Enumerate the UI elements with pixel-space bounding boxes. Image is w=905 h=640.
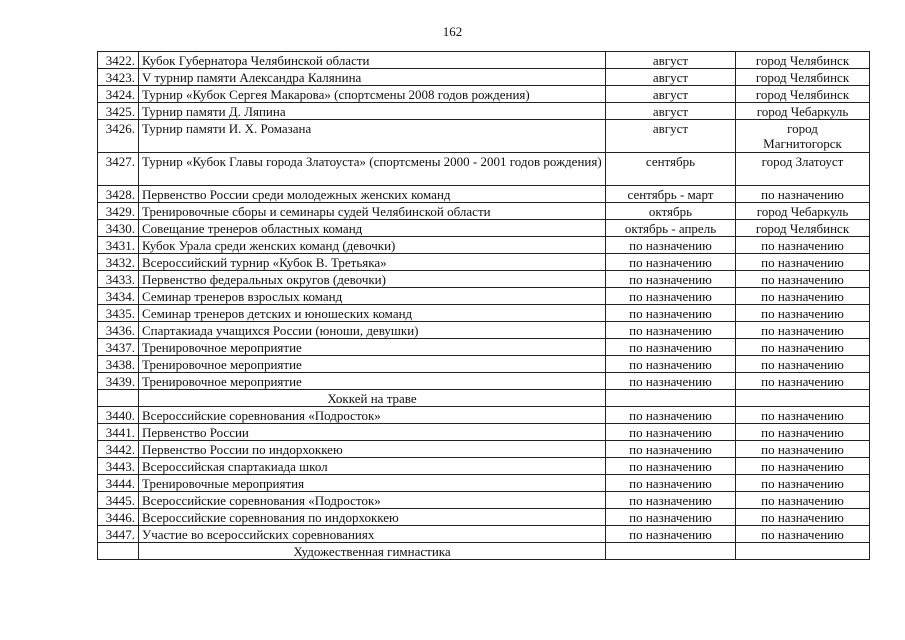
table-row (98, 237, 870, 254)
event-place: по назначению (736, 373, 870, 390)
row-number: 3443. (98, 458, 139, 475)
event-place: город Магнитогорск (736, 120, 870, 153)
event-place: по назначению (736, 356, 870, 373)
table-row (98, 373, 870, 390)
table-row (98, 424, 870, 441)
event-place: город Челябинск (736, 220, 870, 237)
event-name: Тренировочное мероприятие (139, 339, 606, 356)
event-period: по назначению (606, 424, 736, 441)
event-name: Всероссийский турнир «Кубок В. Третьяка» (139, 254, 606, 271)
event-period: по назначению (606, 475, 736, 492)
table-row (98, 271, 870, 288)
event-period: август (606, 52, 736, 69)
section-title: Хоккей на траве (139, 390, 606, 407)
event-period: по назначению (606, 441, 736, 458)
event-period: по назначению (606, 373, 736, 390)
row-number: 3436. (98, 322, 139, 339)
event-place: по назначению (736, 339, 870, 356)
event-period: сентябрь - март (606, 186, 736, 203)
row-number: 3434. (98, 288, 139, 305)
row-number: 3432. (98, 254, 139, 271)
event-name: V турнир памяти Александра Калянина (139, 69, 606, 86)
row-number: 3427. (98, 153, 139, 186)
event-place: по назначению (736, 237, 870, 254)
table-row (98, 120, 870, 153)
event-name: Турнир «Кубок Сергея Макарова» (спортсмены 2008 годов рождения) (139, 86, 606, 103)
row-number: 3431. (98, 237, 139, 254)
row-number: 3440. (98, 407, 139, 424)
section-title: Художественная гимнастика (139, 543, 606, 560)
event-place: по назначению (736, 186, 870, 203)
event-name: Тренировочные мероприятия (139, 475, 606, 492)
table-row (98, 407, 870, 424)
event-period: по назначению (606, 356, 736, 373)
event-name: Первенство федеральных округов (девочки) (139, 271, 606, 288)
table-row (98, 526, 870, 543)
event-period: по назначению (606, 407, 736, 424)
event-period: октябрь (606, 203, 736, 220)
table-row (98, 254, 870, 271)
table-row (98, 339, 870, 356)
event-name: Кубок Губернатора Челябинской области (139, 52, 606, 69)
event-period: по назначению (606, 271, 736, 288)
place-cell (736, 543, 870, 560)
event-place: город Челябинск (736, 69, 870, 86)
event-place: по назначению (736, 441, 870, 458)
event-name: Всероссийские соревнования «Подросток» (139, 492, 606, 509)
period-cell (606, 390, 736, 407)
table-row (98, 458, 870, 475)
table-row (98, 322, 870, 339)
table-row (98, 103, 870, 120)
table-row (98, 475, 870, 492)
event-period: по назначению (606, 288, 736, 305)
event-name: Первенство России среди молодежных женских команд (139, 186, 606, 203)
event-name: Первенство России по индорхоккею (139, 441, 606, 458)
event-period: по назначению (606, 509, 736, 526)
event-period: август (606, 86, 736, 103)
page-number: 162 (442, 24, 463, 39)
event-period: по назначению (606, 526, 736, 543)
row-number-cell (98, 543, 139, 560)
event-name: Участие во всероссийских соревнованиях (139, 526, 606, 543)
event-place: город Златоуст (736, 153, 870, 186)
event-period: август (606, 120, 736, 153)
events-table-body (98, 52, 870, 560)
event-place: город Чебаркуль (736, 103, 870, 120)
event-place: по назначению (736, 424, 870, 441)
table-row (98, 305, 870, 322)
event-place: по назначению (736, 407, 870, 424)
event-place: по назначению (736, 509, 870, 526)
table-row (98, 220, 870, 237)
event-name: Турнир «Кубок Главы города Златоуста» (спортсмены 2000 - 2001 годов рождения) (139, 153, 606, 186)
event-place: по назначению (736, 288, 870, 305)
event-name: Всероссийская спартакиада школ (139, 458, 606, 475)
event-period: по назначению (606, 305, 736, 322)
row-number: 3446. (98, 509, 139, 526)
table-row (98, 186, 870, 203)
event-period: август (606, 103, 736, 120)
event-name: Турнир памяти И. Х. Ромазана (139, 120, 606, 153)
row-number: 3428. (98, 186, 139, 203)
section-row (98, 543, 870, 560)
event-place: город Челябинск (736, 52, 870, 69)
event-name: Турнир памяти Д. Ляпина (139, 103, 606, 120)
table-row (98, 356, 870, 373)
row-number: 3422. (98, 52, 139, 69)
row-number: 3437. (98, 339, 139, 356)
row-number: 3430. (98, 220, 139, 237)
section-row (98, 390, 870, 407)
row-number: 3441. (98, 424, 139, 441)
row-number: 3444. (98, 475, 139, 492)
event-name: Всероссийские соревнования по индорхоккею (139, 509, 606, 526)
event-period: по назначению (606, 339, 736, 356)
table-row (98, 153, 870, 186)
event-place: по назначению (736, 305, 870, 322)
event-period: август (606, 69, 736, 86)
event-place: город Чебаркуль (736, 203, 870, 220)
place-cell (736, 390, 870, 407)
event-place: по назначению (736, 526, 870, 543)
row-number: 3435. (98, 305, 139, 322)
event-place: по назначению (736, 271, 870, 288)
table-row (98, 288, 870, 305)
event-name: Тренировочное мероприятие (139, 356, 606, 373)
row-number-cell (98, 390, 139, 407)
event-name: Семинар тренеров детских и юношеских команд (139, 305, 606, 322)
event-period: по назначению (606, 492, 736, 509)
table-row (98, 52, 870, 69)
event-place: по назначению (736, 475, 870, 492)
table-row (98, 441, 870, 458)
event-place: по назначению (736, 322, 870, 339)
event-period: по назначению (606, 237, 736, 254)
period-cell (606, 543, 736, 560)
row-number: 3433. (98, 271, 139, 288)
event-place: по назначению (736, 458, 870, 475)
row-number: 3442. (98, 441, 139, 458)
event-name: Семинар тренеров взрослых команд (139, 288, 606, 305)
table-row (98, 492, 870, 509)
event-name: Тренировочное мероприятие (139, 373, 606, 390)
event-period: по назначению (606, 458, 736, 475)
row-number: 3439. (98, 373, 139, 390)
event-name: Первенство России (139, 424, 606, 441)
row-number: 3425. (98, 103, 139, 120)
event-place: по назначению (736, 492, 870, 509)
row-number: 3445. (98, 492, 139, 509)
row-number: 3429. (98, 203, 139, 220)
table-row (98, 86, 870, 103)
row-number: 3438. (98, 356, 139, 373)
table-row (98, 203, 870, 220)
row-number: 3423. (98, 69, 139, 86)
event-period: по назначению (606, 322, 736, 339)
row-number: 3424. (98, 86, 139, 103)
event-place: город Челябинск (736, 86, 870, 103)
event-period: сентябрь (606, 153, 736, 186)
row-number: 3426. (98, 120, 139, 153)
table-row (98, 69, 870, 86)
event-name: Тренировочные сборы и семинары судей Челябинской области (139, 203, 606, 220)
event-period: по назначению (606, 254, 736, 271)
row-number: 3447. (98, 526, 139, 543)
event-period: октябрь - апрель (606, 220, 736, 237)
event-name: Совещание тренеров областных команд (139, 220, 606, 237)
table-row (98, 509, 870, 526)
event-name: Кубок Урала среди женских команд (девочки) (139, 237, 606, 254)
event-name: Всероссийские соревнования «Подросток» (139, 407, 606, 424)
event-place: по назначению (736, 254, 870, 271)
event-name: Спартакиада учащихся России (юноши, девушки) (139, 322, 606, 339)
events-table (97, 51, 870, 560)
